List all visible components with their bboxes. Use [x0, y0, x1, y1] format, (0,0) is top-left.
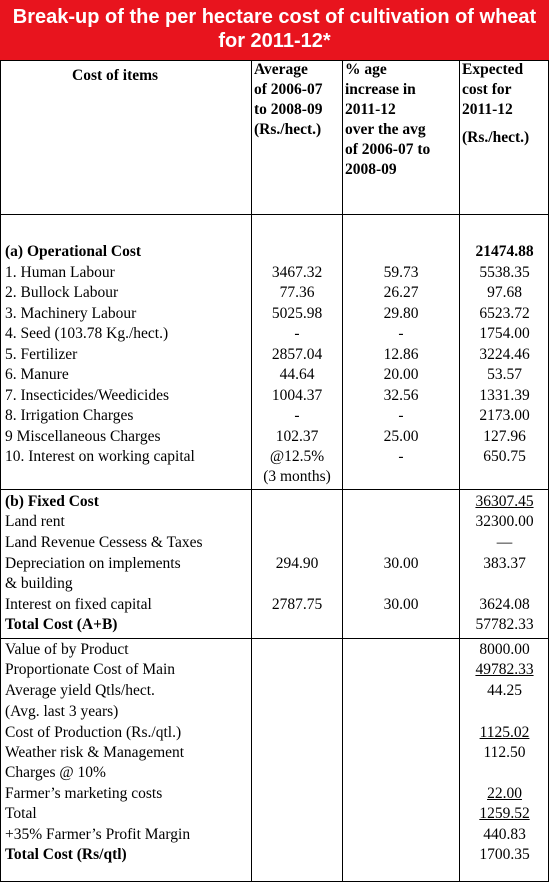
border-left [0, 60, 1, 882]
header-average: Average of 2006-07 to 2008-09 (Rs./hect.) [254, 61, 323, 138]
table-title: Break-up of the per hectare cost of cultivation of wheat for 2011-12* [0, 0, 549, 60]
fixed-total: 36307.45 [475, 493, 534, 510]
operational-total: 21474.88 [475, 243, 534, 260]
header-expected-cost: Expected cost for 2011-12 (Rs./hect.) [462, 61, 530, 146]
cost-table: Cost of items Average of 2006-07 to 2008-09 (Rs./hect.) % age increase in 2011-12 over the avg of 2006-07 to 2008-09 Expected cost for 2011-12 (Rs./hect.) (a) Operational Cost 21474.88 1. Human Labour 3467.32 59.73 5538.35 2. Bullock Labour 77.36 26.27 97.68 3. Machinery Labour 5025.98 29.80 6523.72 4. Seed (103.78 Kg./hect.) - - 1754.00 5. Fertilizer 2857.04 12.86 3224.46 6. Manure 44.64 20.00 53.57 7. Insecticides/Weedicides 1004.37 32.56 1331.39 8. Irrigation Charges - - 2173.00 9 Miscellaneous Charges 102.37 25.00 127.96 10. Interest on working capital @12.5% (3 months) - 650.75 (b) Fixed Cost 36307.45 Land rent 32300.00 Land Revenue Cessess & Taxes — Depreciation on implements & building 294.90 30.00 383.37 Interest on fixed capital 2787.75 30.00 3624.08 Total Cost (A+B) 57782.33 Value of by Product 8000.00 Proportionate Cost of Main 49782.33 Average yield Qtls/hect. (Avg. last 3 years) 44.25 Cost of Production (Rs./qtl.) 1125.02 Weather risk & Management Charges @ 10% 112.50 Farmer’s marketing costs 22.00 Total 1259.52 +35% Farmer’s Profit Margin 440.83 Total Cost (Rs/qtl) 1700.35 [0, 60, 549, 882]
col-divider-2 [342, 60, 343, 882]
header-pct-increase: % age increase in 2011-12 over the avg of 2006-07 to 2008-09 [345, 61, 431, 178]
section-divider-summary [0, 638, 549, 639]
header-divider [0, 214, 549, 215]
fixed-heading: (b) Fixed Cost [5, 493, 99, 510]
operational-heading: (a) Operational Cost [5, 243, 142, 260]
header-cost-items: Cost of items [72, 67, 159, 84]
section-divider-fixed [0, 489, 549, 490]
